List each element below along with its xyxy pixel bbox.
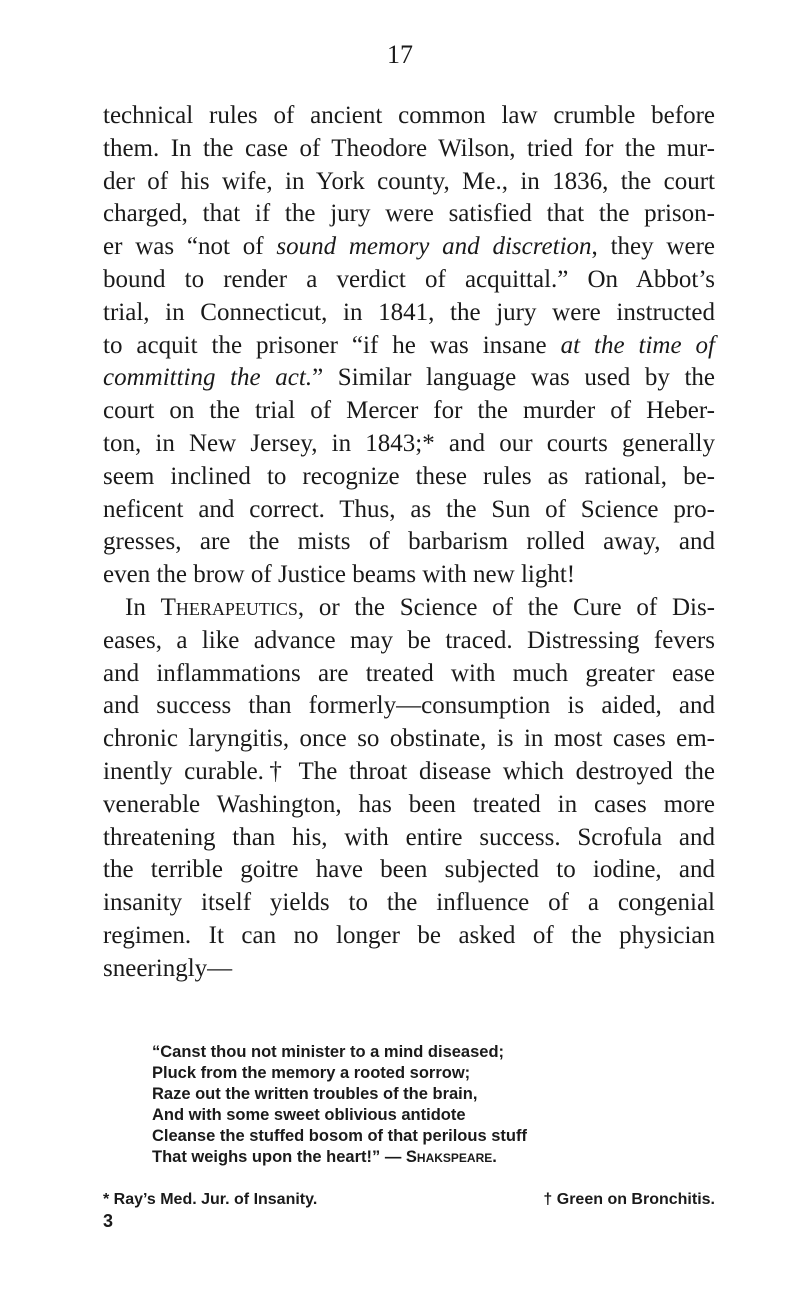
quote-line: Raze out the written troubles of the brain,: [152, 1085, 478, 1103]
footnote-green: † Green on Bronchitis.: [543, 1191, 715, 1208]
text-line: gresses, are the mists of barbarism rolled away, and: [103, 528, 715, 556]
text-line: them. In the case of Theodore Wilson, tried for the mur-: [103, 134, 715, 162]
quote-line: Pluck from the memory a rooted sorrow;: [152, 1064, 471, 1082]
emphasis-text: at the time of: [560, 331, 716, 359]
smallcaps-text: Therapeutics: [160, 593, 298, 621]
text-line: technical rules of ancient common law crumble before: [103, 102, 715, 129]
quote-attribution: Shakspeare.: [405, 1148, 497, 1166]
page-number: 17: [387, 40, 413, 69]
text-line: committing the act.” Similar language was used by the: [103, 364, 716, 392]
text-line: neficent and correct. Thus, as the Sun of Science pro-: [103, 495, 715, 523]
text-line: and inflammations are treated with much greater ease: [103, 659, 715, 687]
text-line: er was “not of sound memory and discretion, they were: [103, 233, 715, 261]
text-line: eases, a like advance may be traced. Distressing fevers: [103, 626, 715, 654]
verse-quote: [152, 1042, 722, 1168]
text-line: regimen. It can no longer be asked of the physician: [103, 921, 715, 949]
emphasis-text: committing the act.: [103, 364, 313, 392]
quote-line: Cleanse the stuffed bosom of that perilous stuff: [152, 1127, 527, 1145]
quote-line: And with some sweet oblivious antidote: [152, 1106, 466, 1124]
text-line: sneeringly—: [103, 954, 233, 982]
quote-line: That weighs upon the heart!” — Shakspeare.: [152, 1148, 497, 1166]
text-line: In Therapeutics, or the Science of the Cure of Dis-: [125, 593, 715, 621]
text-line: the terrible goitre have been subjected to iodine, and: [103, 856, 715, 884]
text-line: court on the trial of Mercer for the murder of Heber-: [103, 397, 715, 425]
text-line: der of his wife, in York county, Me., in 1836, the court: [103, 167, 715, 195]
footnote-ray: * Ray’s Med. Jur. of Insanity.: [103, 1191, 318, 1208]
text-line: seem inclined to recognize these rules as rational, be-: [103, 462, 715, 490]
text-line: chronic laryngitis, once so obstinate, is in most cases em-: [103, 725, 715, 753]
signature-mark: 3: [103, 1211, 114, 1231]
text-line: even the brow of Justice beams with new light!: [103, 561, 576, 589]
text-line: venerable Washington, has been treated in cases more: [103, 790, 715, 818]
text-line: threatening than his, with entire success. Scrofula and: [103, 823, 715, 851]
text-line: charged, that if the jury were satisfied that the prison-: [103, 200, 715, 228]
text-line: inently curable.† The throat disease which destroyed the: [103, 757, 715, 785]
emphasis-text: sound memory and discretion: [276, 233, 592, 261]
text-line: trial, in Connecticut, in 1841, the jury were instructed: [103, 298, 715, 326]
text-line: to acquit the prisoner “if he was insane at the time of: [103, 331, 716, 359]
text-line: insanity itself yields to the influence of a congenial: [103, 889, 715, 917]
text-line: bound to render a verdict of acquittal.” On Abbot’s: [103, 265, 715, 293]
quote-line: “Canst thou not minister to a mind diseased;: [152, 1043, 505, 1061]
body-text: [103, 100, 715, 986]
text-line: and success than formerly—consumption is aided, and: [103, 692, 715, 720]
text-line: ton, in New Jersey, in 1843;* and our courts generally: [103, 429, 715, 457]
